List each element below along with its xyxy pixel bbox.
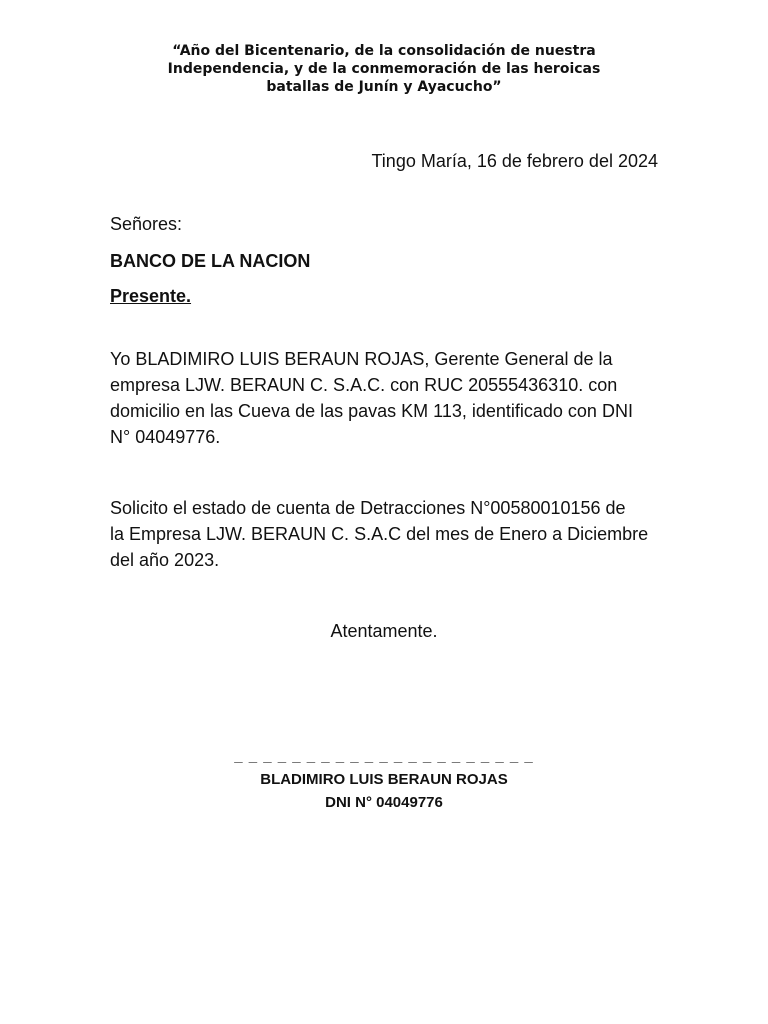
signer-name: BLADIMIRO LUIS BERAUN ROJAS (260, 771, 508, 788)
introduction-paragraph (110, 346, 658, 450)
presente-label: Presente. (110, 286, 192, 306)
paragraph-line: del año 2023. (110, 550, 220, 570)
signer-dni: DNI N° 04049776 (325, 794, 443, 811)
paragraph-line: Yo BLADIMIRO LUIS BERAUN ROJAS, Gerente General de la (110, 349, 613, 369)
paragraph-line: Solicito el estado de cuenta de Detracciones N°00580010156 de (110, 498, 626, 518)
closing-text: Atentamente. (330, 621, 438, 641)
letter-date: Tingo María, 16 de febrero del 2024 (371, 151, 658, 171)
salutation: Señores: (110, 214, 183, 234)
paragraph-line: N° 04049776. (110, 427, 221, 447)
motto-line: batallas de Junín y Ayacucho” (266, 79, 502, 95)
motto-line: Independencia, y de la conmemoración de las heroicas (167, 61, 601, 77)
paragraph-line: domicilio en las Cueva de las pavas KM 113, identificado con DNI (110, 401, 633, 421)
year-motto-header (110, 42, 658, 96)
motto-line: “Año del Bicentenario, de la consolidación de nuestra (172, 43, 596, 59)
signature-line: _ _ _ _ _ _ _ _ _ _ _ _ _ _ _ _ _ _ _ _ _ (234, 748, 534, 765)
request-paragraph (110, 495, 658, 573)
recipient-name: BANCO DE LA NACION (110, 251, 311, 271)
paragraph-line: empresa LJW. BERAUN C. S.A.C. con RUC 20555436310. con (110, 375, 618, 395)
paragraph-line: la Empresa LJW. BERAUN C. S.A.C del mes de Enero a Diciembre (110, 524, 649, 544)
signature-block (110, 746, 658, 814)
